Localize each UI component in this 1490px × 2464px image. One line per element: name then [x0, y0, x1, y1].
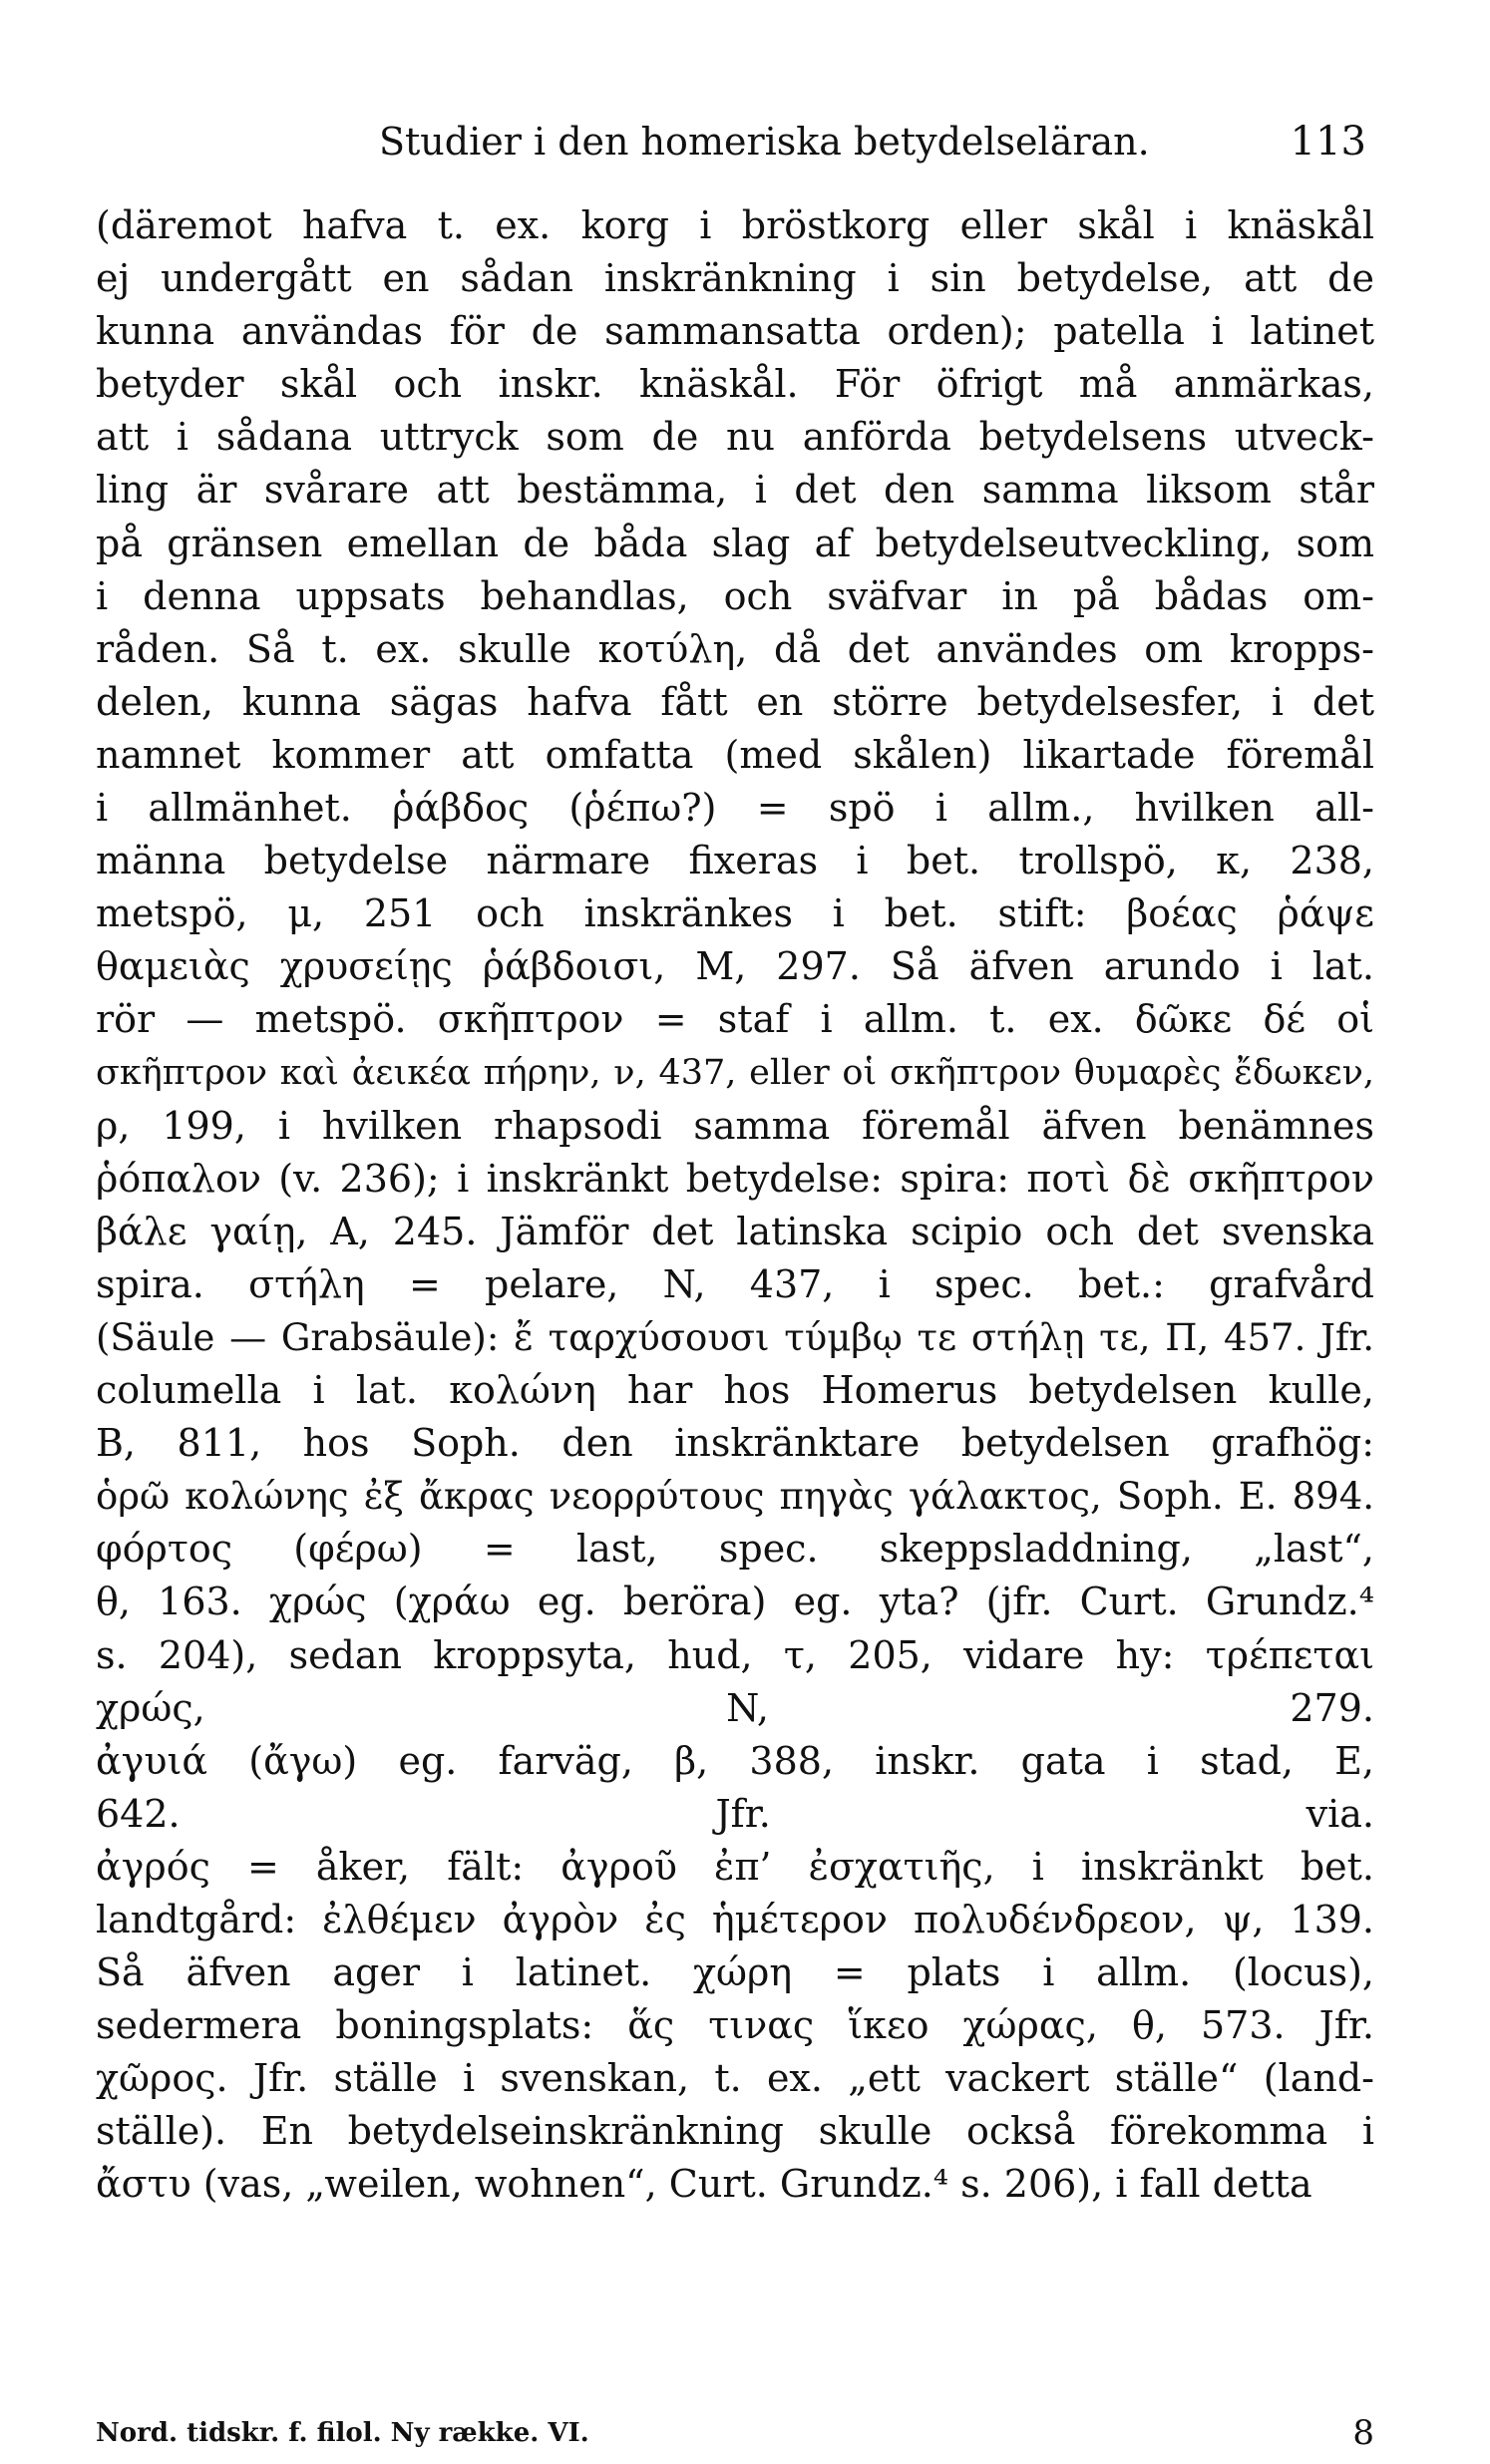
text-line: θαμειὰς χρυσείῃς ῥάβδοισι, M, 297. Så äfven arundo i lat. [96, 944, 1374, 989]
text-line: (däremot hafva t. ex. korg i bröstkorg eller skål i knäskål [96, 203, 1374, 247]
text-line: i allmänhet. ῥάβδος (ῥέπω?) = spö i allm., hvilken all- [96, 786, 1374, 831]
text-line: ρ, 199, i hvilken rhapsodi samma föremål äfven benämnes [96, 1103, 1374, 1148]
text-line: columella i lat. κολώνη har hos Homerus betydelsen kulle, [96, 1368, 1374, 1413]
text-line: B, 811, hos Soph. den inskränktare betydelsen grafhög: [96, 1421, 1374, 1466]
text-line: ἀγρός = åker, fält: ἀγροῦ ἐπ’ ἐσχατιῆς, i inskränkt bet. [96, 1844, 1374, 1889]
text-line: ställe). En betydelseinskränkning skulle också förekomma i [96, 2109, 1374, 2154]
printer-signature: Nord. tidskr. f. filol. Ny række. VI. [96, 2418, 589, 2448]
text-line: sedermera boningsplats: ἅς τινας ἵκεο χώρας, θ, 573. Jfr. [96, 2003, 1374, 2048]
text-line: råden. Så t. ex. skulle κοτύλη, då det användes om kropps- [96, 626, 1374, 671]
text-line: spira. στήλη = pelare, N, 437, i spec. bet.: grafvård [96, 1261, 1374, 1306]
text-line: betyder skål och inskr. knäskål. För öfrigt må anmärkas, [96, 362, 1374, 407]
text-line: Så äfven ager i latinet. χώρη = plats i allm. (locus), [96, 1950, 1374, 1995]
text-line: delen, kunna sägas hafva fått en större betydelsesfer, i det [96, 679, 1374, 724]
body-text [96, 199, 1374, 2212]
text-line: i denna uppsats behandlas, och sväfvar in på bådas om- [96, 573, 1374, 618]
text-line: ἀγυιά (ἄγω) eg. farväg, β, 388, inskr. gata i stad, E, [96, 1738, 1374, 1783]
text-line: (Säule — Grabsäule): ἔ ταρχύσουσι τύμβῳ τε στήλῃ τε, Π, 457. Jfr. [96, 1315, 1374, 1359]
text-line: ἄστυ (vas, „weilen, wohnen“, Curt. Grundz.⁴ s. 206), i fall detta [96, 2162, 1312, 2207]
page-footer [96, 2413, 1374, 2453]
text-line: σκῆπτρον καὶ ἀεικέα πήρην, ν, 437, eller οἱ σκῆπτρον θυμαρὲς ἔδωκεν, [96, 1052, 1374, 1093]
text-line: ὁρῶ κολώνης ἐξ ἄκρας νεορρύτους πηγὰς γάλακτος, Soph. E. 894. [96, 1475, 1374, 1519]
running-title: Studier i den homeriska betydelseläran. [379, 120, 1150, 164]
text-line: kunna användas för de sammansatta orden); patella i latinet [96, 309, 1374, 354]
text-line: namnet kommer att omfatta (med skålen) likartade föremål [96, 732, 1374, 777]
text-line: θ, 163. χρώς (χράω eg. beröra) eg. yta? (jfr. Curt. Grundz.⁴ [96, 1580, 1374, 1624]
text-line: ling är svårare att bestämma, i det den samma liksom står [96, 468, 1374, 513]
text-line: ej undergått en sådan inskränkning i sin betydelse, att de [96, 256, 1374, 301]
text-line: 642. Jfr. via. [96, 1791, 1374, 1836]
text-line: χῶρος. Jfr. ställe i svenskan, t. ex. „ett vackert ställe“ (land- [96, 2056, 1374, 2101]
text-line: s. 204), sedan kroppsyta, hud, τ, 205, vidare hy: τρέπεται [96, 1632, 1374, 1677]
text-line: ῥόπαλον (v. 236); i inskränkt betydelse: spira: ποτὶ δὲ σκῆπτρον [96, 1156, 1374, 1201]
text-line: rör — metspö. σκῆπτρον = staf i allm. t. ex. δῶκε δέ οἱ [96, 997, 1374, 1042]
text-line: φόρτος (φέρω) = last, spec. skeppsladdning, „last“, [96, 1527, 1374, 1572]
text-line: landtgård: ἐλθέμεν ἀγρὸν ἐς ἡμέτερον πολυδένδρεον, ψ, 139. [96, 1898, 1374, 1941]
text-line: metspö, μ, 251 och inskränkes i bet. stift: βοέας ῥάψε [96, 891, 1374, 936]
running-header [379, 112, 1366, 172]
text-line: på gränsen emellan de båda slag af betydelseutveckling, som [96, 521, 1374, 565]
text-line: βάλε γαίῃ, A, 245. Jämför det latinska scipio och det svenska [96, 1209, 1374, 1253]
sheet-number: 8 [1352, 2413, 1374, 2453]
text-line: χρώς, N, 279. [96, 1685, 1374, 1730]
text-line: männa betydelse närmare fixeras i bet. trollspö, κ, 238, [96, 839, 1374, 883]
page-number: 113 [1290, 119, 1366, 165]
text-line: att i sådana uttryck som de nu anförda betydelsens utveck- [96, 415, 1374, 460]
